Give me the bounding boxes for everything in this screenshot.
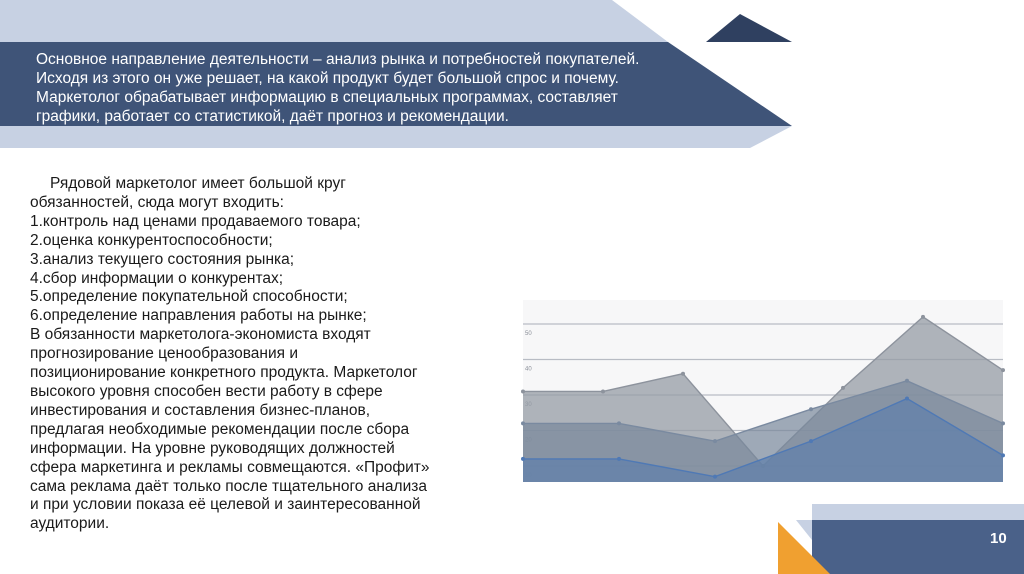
series-point-3 <box>809 439 813 443</box>
body-line: предлагая необходимые рекомендации после сбора <box>30 420 410 438</box>
body-line: позиционирование конкретного продукта. Маркетолог <box>30 364 418 382</box>
body-line: 6.определение направления работы на рынке; <box>30 307 367 325</box>
body-line: высокого уровня способен вести работу в сфере <box>30 382 383 400</box>
header-line: Исходя из этого он уже решает, на какой продукт будет большой спрос и почему. <box>36 70 619 87</box>
body-line: 4.сбор информации о конкурентах; <box>30 269 284 287</box>
header-line: Основное направление деятельности – анализ рынка и потребностей покупателей. <box>36 51 640 68</box>
series-point-2 <box>617 421 621 425</box>
body-line: аудитории. <box>30 515 110 533</box>
body-line: 3.анализ текущего состояния рынка; <box>30 250 295 268</box>
body-line: сама реклама даёт только после тщательного анализа <box>30 477 427 495</box>
y-tick-label: 50 <box>525 331 532 337</box>
body-line: обязанностей, сюда могут входить: <box>30 193 284 211</box>
series-point-2 <box>713 439 717 443</box>
body-line: прогнозирование ценообразования и <box>30 345 299 363</box>
body-line: 2.оценка конкурентоспособности; <box>30 231 273 249</box>
series-point-1 <box>681 372 685 376</box>
series-point-2 <box>809 407 813 411</box>
series-point-1 <box>1001 368 1005 372</box>
body-line: 1.контроль над ценами продаваемого товара; <box>30 212 361 230</box>
series-point-3 <box>521 457 525 461</box>
y-tick-label: 40 <box>525 366 532 373</box>
body-line: В обязанности маркетолога-экономиста входят <box>30 326 371 344</box>
series-point-1 <box>921 315 925 319</box>
body-line: информации. На уровне руководящих должностей <box>30 439 395 457</box>
header-line: графики, работает со статистикой, даёт прогноз и рекомендации. <box>36 108 509 125</box>
body-line: 5.определение покупательной способности; <box>30 288 348 306</box>
body-line: Рядовой маркетолог имеет большой круг <box>50 175 346 192</box>
series-point-3 <box>617 457 621 461</box>
page-number: 10 <box>990 530 1007 547</box>
series-point-3 <box>1001 453 1005 457</box>
body-line: и при условии показа её целевой и заинтересованной <box>30 496 421 514</box>
series-point-1 <box>841 386 845 390</box>
series-point-3 <box>905 397 909 401</box>
series-point-2 <box>1001 421 1005 425</box>
header-line: Маркетолог обрабатывает информацию в специальных программах, составляет <box>36 89 618 106</box>
series-point-1 <box>521 389 525 393</box>
body-line: инвестирования и составления бизнес-планов, <box>30 401 371 419</box>
series-point-3 <box>713 475 717 479</box>
series-point-1 <box>601 389 605 393</box>
series-point-2 <box>905 379 909 383</box>
body-line: сфера маркетинга и рекламы совмещаются. «Профит» <box>30 458 430 476</box>
series-point-2 <box>521 421 525 425</box>
